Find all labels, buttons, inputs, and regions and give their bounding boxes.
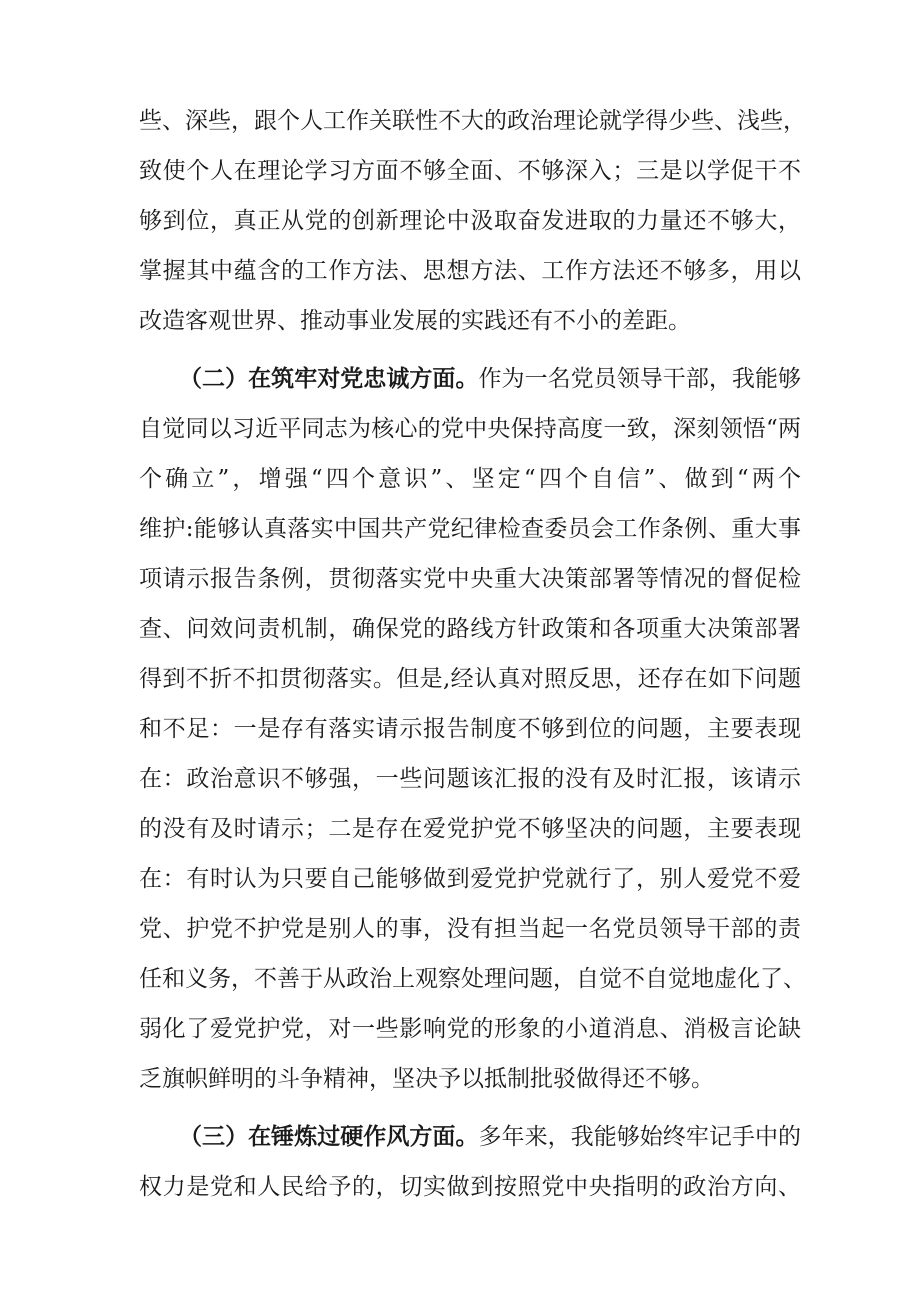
text-line: 乏旗帜鲜明的斗争精神，坚决予以抵制批驳做得还不够。 — [139, 1066, 714, 1092]
text-run: 多年来，我能够始终牢记手中的 — [478, 1124, 802, 1150]
text-line: 维护:能够认真落实中国共产党纪律检查委员会工作条例、重大事 — [139, 516, 801, 542]
text-line: 项请示报告条例，贯彻落实党中央重大决策部署等情况的督促检 — [139, 566, 801, 592]
text-line: 和不足：一是存有落实请示报告制度不够到位的问题，主要表现 — [139, 716, 801, 742]
paragraph-3 — [139, 1112, 801, 1212]
text-line: 弱化了爱党护党，对一些影响党的形象的小道消息、消极言论缺 — [139, 1016, 801, 1042]
paragraph-2 — [139, 354, 806, 1104]
text-line: 查、问效问责机制，确保党的路线方针政策和各项重大决策部署 — [139, 616, 801, 642]
text-line: 在：政治意识不够强，一些问题该汇报的没有及时汇报，该请示 — [139, 766, 801, 792]
section-heading: （三）在锤炼过硬作风方面。 — [179, 1123, 479, 1150]
paragraph-1 — [139, 96, 806, 346]
text-line: 在：有时认为只要自己能够做到爱党护党就行了，别人爱党不爱 — [139, 866, 801, 892]
text-line: 得到不折不扣贯彻落实。但是,经认真对照反思，还存在如下问题 — [139, 666, 801, 692]
text-line: 够到位，真正从党的创新理论中汲取奋发进取的力量还不够大， — [139, 208, 801, 234]
paragraph-first-line — [139, 354, 801, 404]
paragraph-first-line — [139, 1112, 801, 1162]
text-line: 些、深些，跟个人工作关联性不大的政治理论就学得少些、浅些， — [139, 108, 806, 134]
text-line: 致使个人在理论学习方面不够全面、不够深入；三是以学促干不 — [139, 158, 801, 184]
text-run: 作为一名党员领导干部，我能够 — [478, 366, 802, 392]
text-line: 掌握其中蕴含的工作方法、思想方法、工作方法还不够多，用以 — [139, 258, 801, 284]
text-line: 权力是党和人民给予的，切实做到按照党中央指明的政治方向、 — [139, 1174, 801, 1200]
text-line: 自觉同以习近平同志为核心的党中央保持高度一致，深刻领悟“两 — [139, 416, 801, 442]
section-heading: （二）在筑牢对党忠诚方面。 — [179, 365, 479, 392]
text-line: 党、护党不护党是别人的事，没有担当起一名党员领导干部的责 — [139, 916, 801, 942]
text-line: 任和义务，不善于从政治上观察处理问题，自觉不自觉地虚化了、 — [139, 966, 806, 992]
text-line: 个确立”，增强“四个意识”、坚定“四个自信”、做到“两个 — [139, 466, 801, 492]
document-page — [139, 96, 806, 1212]
text-line: 的没有及时请示；二是存在爱党护党不够坚决的问题，主要表现 — [139, 816, 801, 842]
text-line: 改造客观世界、推动事业发展的实践还有不小的差距。 — [139, 308, 691, 334]
